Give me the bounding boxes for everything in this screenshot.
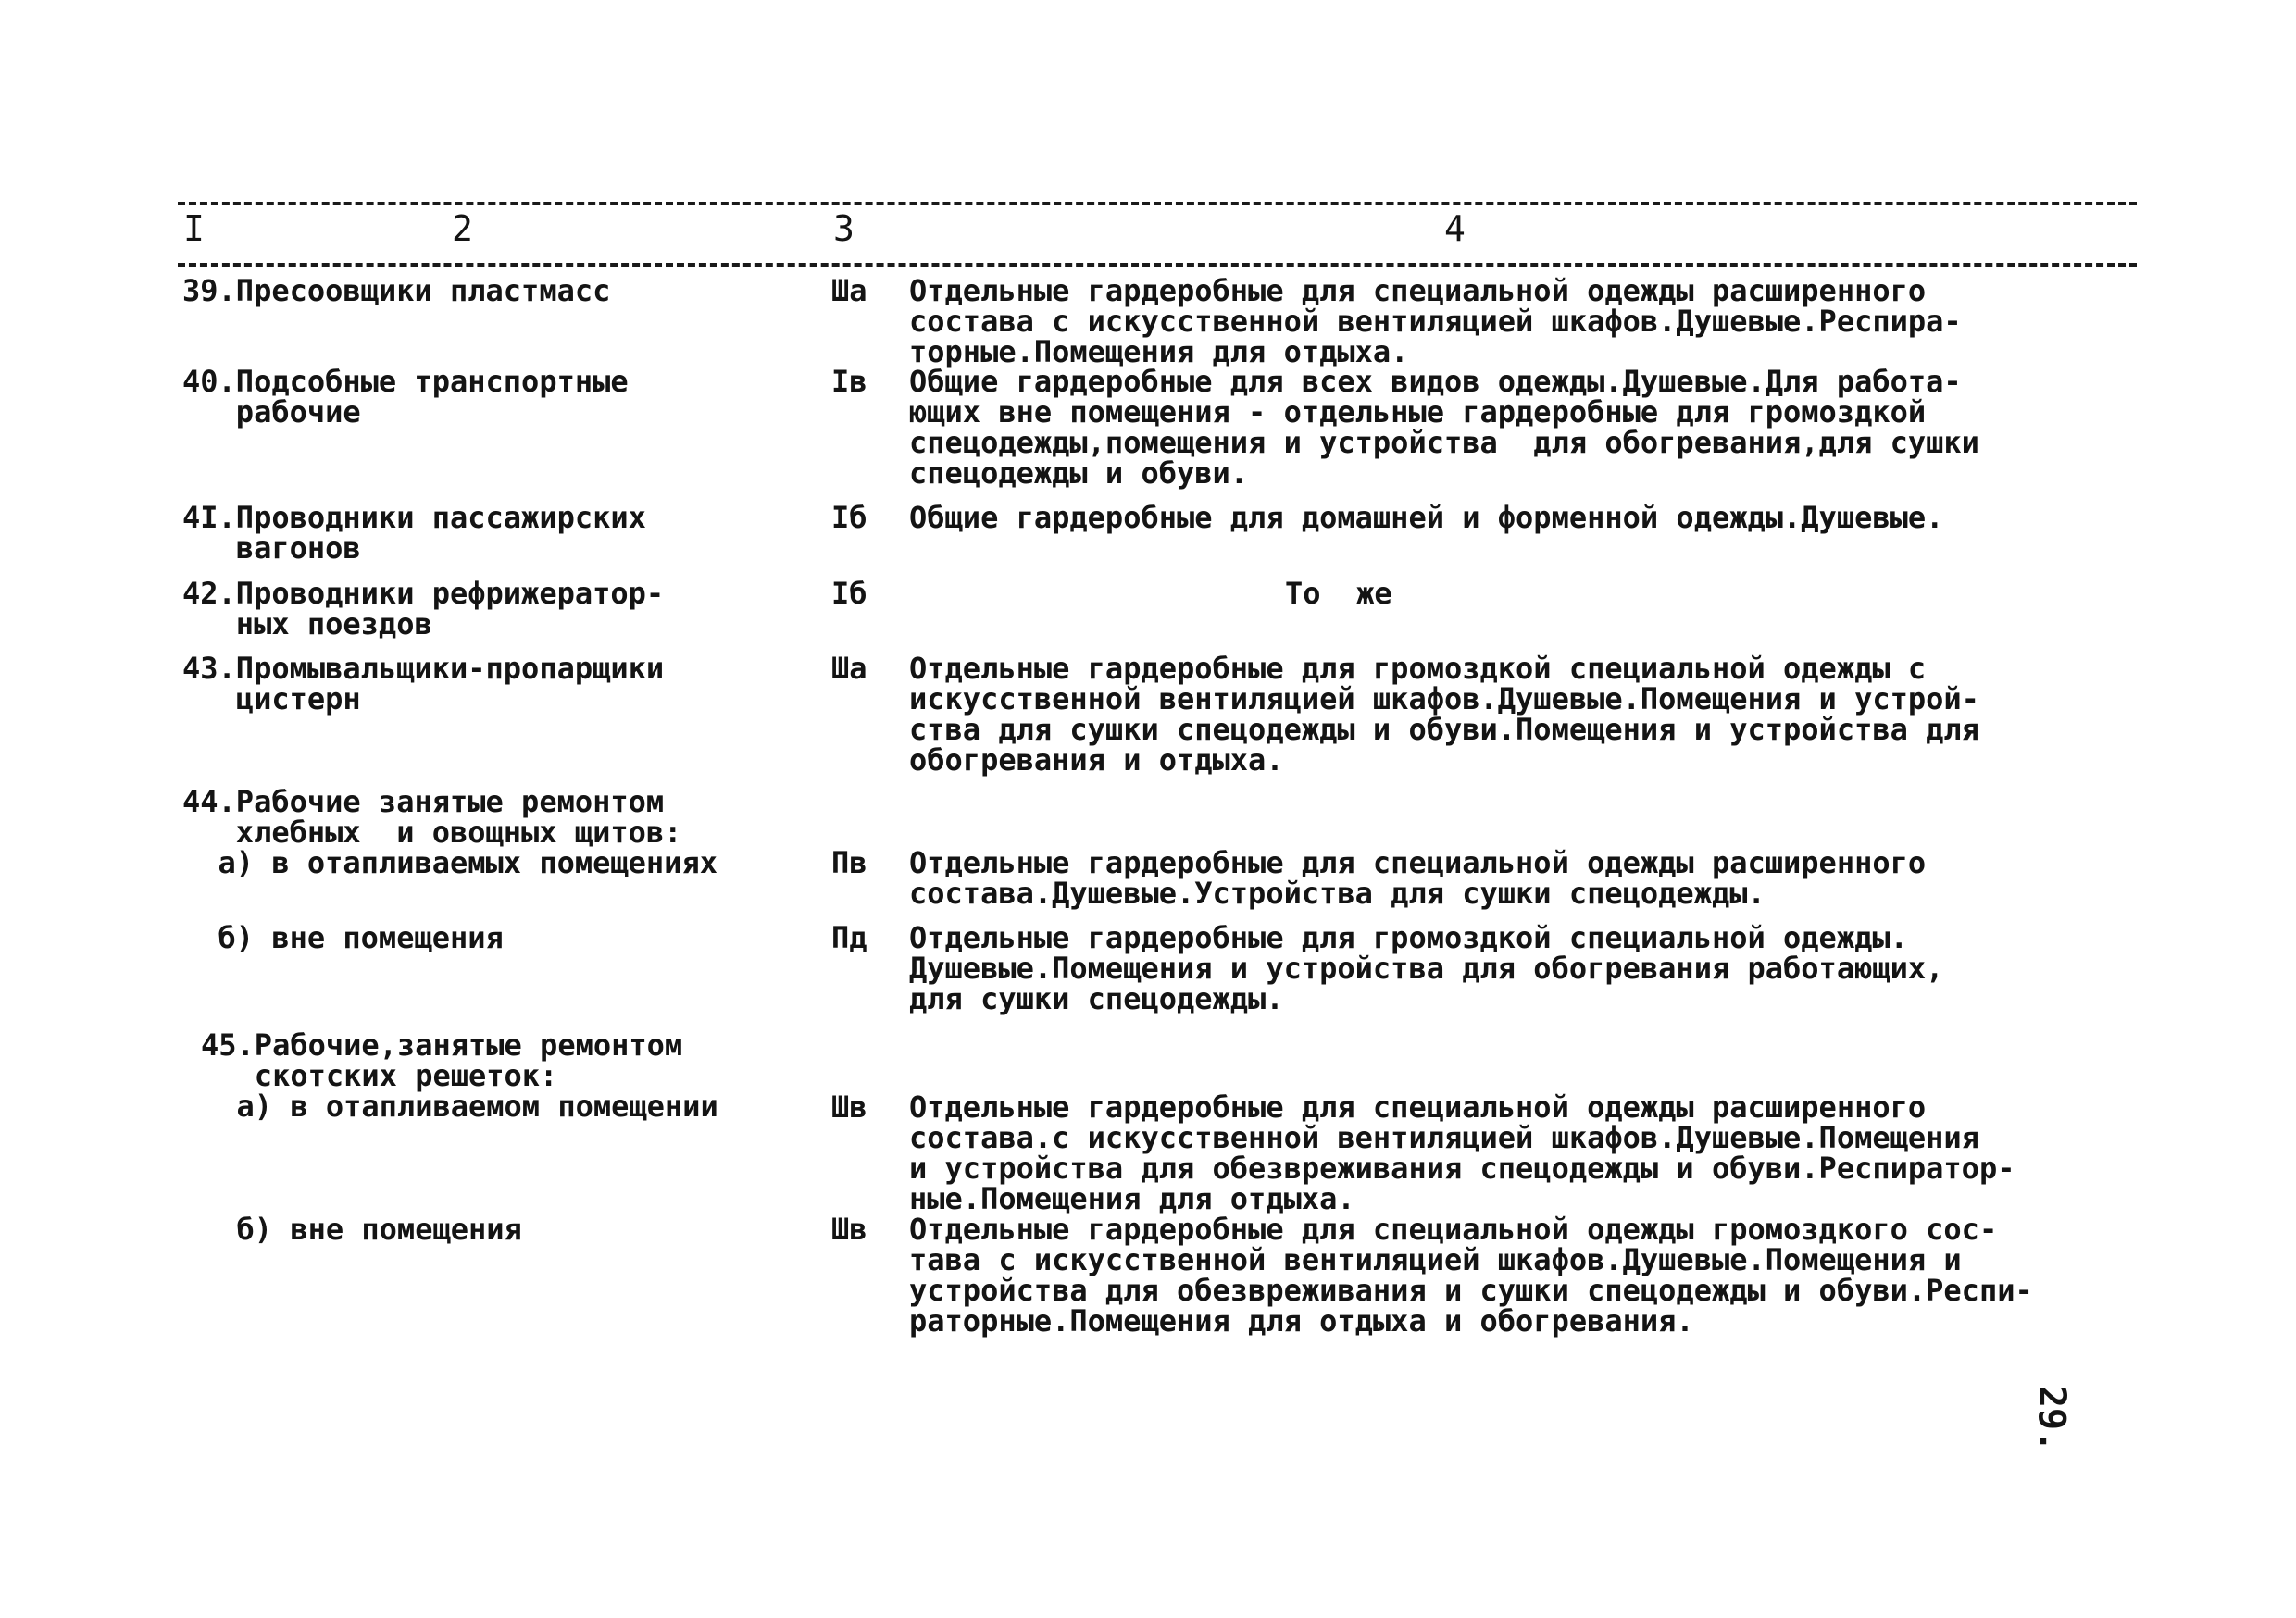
top-dashed-rule [178,202,2137,205]
row-45a-group: Шв [831,1089,867,1125]
row-41-desc: Общие гардеробные для домашней и форменной одежды.Душевые. [909,500,1944,535]
row-45b-group: Шв [831,1212,867,1247]
row-44b-name: б) вне помещения [182,920,504,955]
row-40-desc: Общие гардеробные для всех видов одежды.Душевые.Для работа- ющих вне помещения - отдельные гардеробные для громоздкой спецодежды,помещения и устройства для обогревания,для сушки спецодежды и обуви. [909,364,1979,491]
header-col2: 2 [452,208,473,249]
row-42-group: Iб [831,576,867,611]
row-41-group: Iб [831,500,867,535]
header-col3: 3 [833,208,855,249]
row-45b-desc: Отдельные гардеробные для специальной одежды громоздкого сос- тава с искусственной вентиляцией шкафов.Душевые.Помещения и устройства для обезвреживания и сушки спецодежды и обуви.Респи- раторные.Помещения для отдыха и обогревания. [909,1212,2033,1338]
row-42-name: 42.Проводники рефрижератор- ных поездов [182,576,665,641]
row-45a-name: 45.Рабочие,занятые ремонтом скотских решеток: а) в отапливаемом помещении [201,1027,718,1124]
row-43-group: Ша [831,651,867,686]
row-42-desc: То же [1285,576,1392,611]
row-44a-group: Пв [831,845,867,880]
row-41-name: 4I.Проводники пассажирских вагонов [182,500,646,566]
page-number: 29. [2030,1385,2074,1453]
row-45b-name: б) вне помещения [201,1212,522,1247]
row-44a-name: 44.Рабочие занятые ремонтом хлебных и овощных щитов: а) в отапливаемых помещениях [182,784,718,880]
row-43-desc: Отдельные гардеробные для громоздкой специальной одежды с искусственной вентиляцией шкафов.Душевые.Помещения и устрой- ства для сушки спецодежды и обуви.Помещения и устройства для обогревания и отдыха. [909,651,1979,778]
row-44a-desc: Отдельные гардеробные для специальной одежды расширенного состава.Душевые.Устройства для сушки спецодежды. [909,845,1927,911]
row-43-name: 43.Промывальщики-пропарщики цистерн [182,651,665,716]
row-39-group: Ша [831,273,867,308]
header-col1: I [183,208,205,249]
row-39-desc: Отдельные гардеробные для специальной одежды расширенного состава с искусственной вентиляцией шкафов.Душевые.Респира- торные.Помещения для отдыха. [909,273,1962,369]
row-44b-desc: Отдельные гардеробные для громоздкой специальной одежды. Душевые.Помещения и устройства для обогревания работающих, для сушки спецодежды. [909,920,1944,1016]
header-col4: 4 [1444,208,1466,249]
row-40-group: Iв [831,364,867,399]
row-40-name: 40.Подсобные транспортные рабочие [182,364,629,429]
row-45a-desc: Отдельные гардеробные для специальной одежды расширенного состава.с искусственной вентиляцией шкафов.Душевые.Помещения и устройства для обезвреживания спецодежды и обуви.Респиратор- ные.Помещения для отдыха. [909,1089,2015,1216]
row-39-name: 39.Пресоовщики пластмасс [182,273,611,308]
header-dashed-rule [178,263,2137,267]
row-44b-group: Пд [831,920,867,955]
